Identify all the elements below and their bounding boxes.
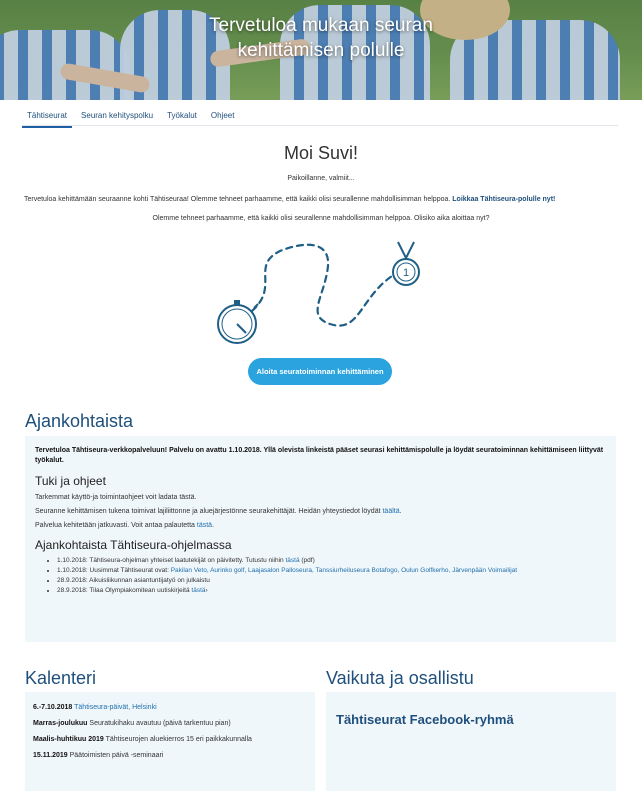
news-item-text: 28.9.2018: Aikuisliikunnan asiantuntijatyö on julkaistu — [57, 577, 210, 584]
event-text: Tähtiseurojen aluekierros 15 eri paikkakunnalla — [105, 736, 252, 743]
dashed-path — [252, 245, 395, 326]
medal-icon — [393, 242, 419, 285]
news-item-link[interactable]: tästä — [191, 587, 206, 594]
intro-text: Tervetuloa kehittämään seuraanne kohti Tähtiseuraa! Olemme tehneet parhaamme, että kaikki olisi seurallenne mahdollisimman helppoa. — [24, 196, 453, 203]
news-item-text: 28.9.2018: Tilaa Olympiakomitean uutiskirjeitä — [57, 587, 192, 594]
support-p2-end: . — [399, 508, 402, 515]
hero-banner — [0, 0, 642, 100]
news-heading: Ajankohtaista — [25, 411, 134, 431]
event-text: Seuratukihaku avautuu (päivä tarkentuu pian) — [89, 720, 231, 727]
calendar-panel — [25, 692, 315, 791]
support-p2 — [35, 507, 606, 516]
support-heading: Tuki ja ohjeet — [35, 474, 106, 488]
news-item-link[interactable]: tästä — [285, 557, 300, 564]
news-item-end: (pdf) — [299, 557, 315, 564]
news-item-end: › — [205, 587, 208, 594]
calendar-event — [33, 720, 307, 727]
facebook-panel — [326, 692, 616, 791]
news-item — [57, 576, 606, 585]
support-p3-text: Palvelua kehitetään jatkuvasti. Voit antaa palautetta — [35, 522, 197, 529]
calendar-event — [33, 736, 307, 743]
calendar-event — [33, 752, 307, 759]
medal-number: 1 — [402, 267, 410, 279]
facebook-group-link[interactable]: Tähtiseurat Facebook-ryhmä — [336, 712, 514, 727]
support-p3-end: . — [212, 522, 215, 529]
news-lead: Tervetuloa Tähtiseura-verkkopalveluun! Palvelu on avattu 1.10.2018. Yllä olevista linkeistä pääset seurasi kehittämispolulle ja löydät seuratoiminnan kehittämiseen liittyvät työkalut. — [35, 447, 604, 464]
greeting-subtitle: Paikoillanne, valmiit... — [287, 175, 355, 182]
news-list — [57, 556, 606, 595]
news-panel — [25, 436, 616, 642]
tab-tahtiseurat[interactable]: Tähtiseurat — [22, 108, 72, 128]
tab-seuran-kehityspolku[interactable]: Seuran kehityspolku — [81, 111, 154, 120]
greeting-intro — [24, 195, 620, 205]
event-date: Maalis-huhtikuu 2019 — [33, 736, 104, 743]
start-development-button[interactable]: Aloita seuratoiminnan kehittäminen — [248, 358, 392, 385]
tabs-divider — [22, 125, 618, 126]
news-item-link[interactable]: Pakilan Veto, Aurinko golf, Laajasalon Palloseura, Tanssiurheiluseura Botafogo, Oulun Golfkerho, Järvenpään Voimailijat — [170, 567, 518, 574]
news-item — [57, 556, 606, 565]
news-item — [57, 586, 606, 595]
greeting-title: Moi Suvi! — [283, 143, 359, 163]
tab-ohjeet[interactable]: Ohjeet — [210, 111, 235, 120]
contacts-link[interactable]: täältä — [382, 508, 400, 515]
greeting-intro-2: Olemme tehneet parhaamme, että kaikki olisi seurallenne mahdollisimman helppoa. Olisiko aika aloittaa nyt? — [152, 215, 490, 222]
news-item — [57, 566, 606, 575]
event-date: 15.11.2019 — [33, 752, 68, 759]
hero-title-line1: Tervetuloa mukaan seuran — [209, 15, 433, 36]
program-heading: Ajankohtaista Tähtiseura-ohjelmassa — [35, 538, 232, 552]
support-p2-text: Seuranne kehittämisen tukena toimivat lajiliittonne ja aluejärjestönne seurakehittäjät. Heidän yhteystiedot löydät — [35, 508, 383, 515]
start-path-link[interactable]: Loikkaa Tähtiseura-polulle nyt! — [452, 196, 556, 203]
event-date: 6.-7.10.2018 — [33, 704, 73, 711]
feedback-link[interactable]: tästä — [196, 522, 213, 529]
support-p3 — [35, 521, 606, 530]
tab-tyokalut[interactable]: Työkalut — [167, 111, 197, 120]
news-item-text: 1.10.2018: Uusimmat Tähtiseurat ovat: — [57, 567, 171, 574]
path-illustration — [210, 236, 440, 348]
news-item-text: 1.10.2018: Tähtiseura-ohjelman yhteiset laatutekijät on päivitetty. Tutustu niihin — [57, 557, 286, 564]
participate-heading: Vaikuta ja osallistu — [326, 668, 474, 688]
event-link[interactable]: Tähtiseura-päivät, Helsinki — [74, 704, 157, 711]
calendar-heading: Kalenteri — [25, 668, 97, 688]
hero-title — [0, 13, 642, 63]
event-text: Päätoimisten päivä -seminaari — [69, 752, 164, 759]
support-p1: Tarkemmat käyttö-ja toimintaohjeet voit ladata tästä. — [35, 494, 197, 501]
stopwatch-icon — [218, 300, 258, 343]
hero-title-line2: kehittämisen polulle — [237, 40, 405, 61]
event-date: Marras-joulukuu — [33, 720, 88, 727]
calendar-event — [33, 704, 307, 711]
